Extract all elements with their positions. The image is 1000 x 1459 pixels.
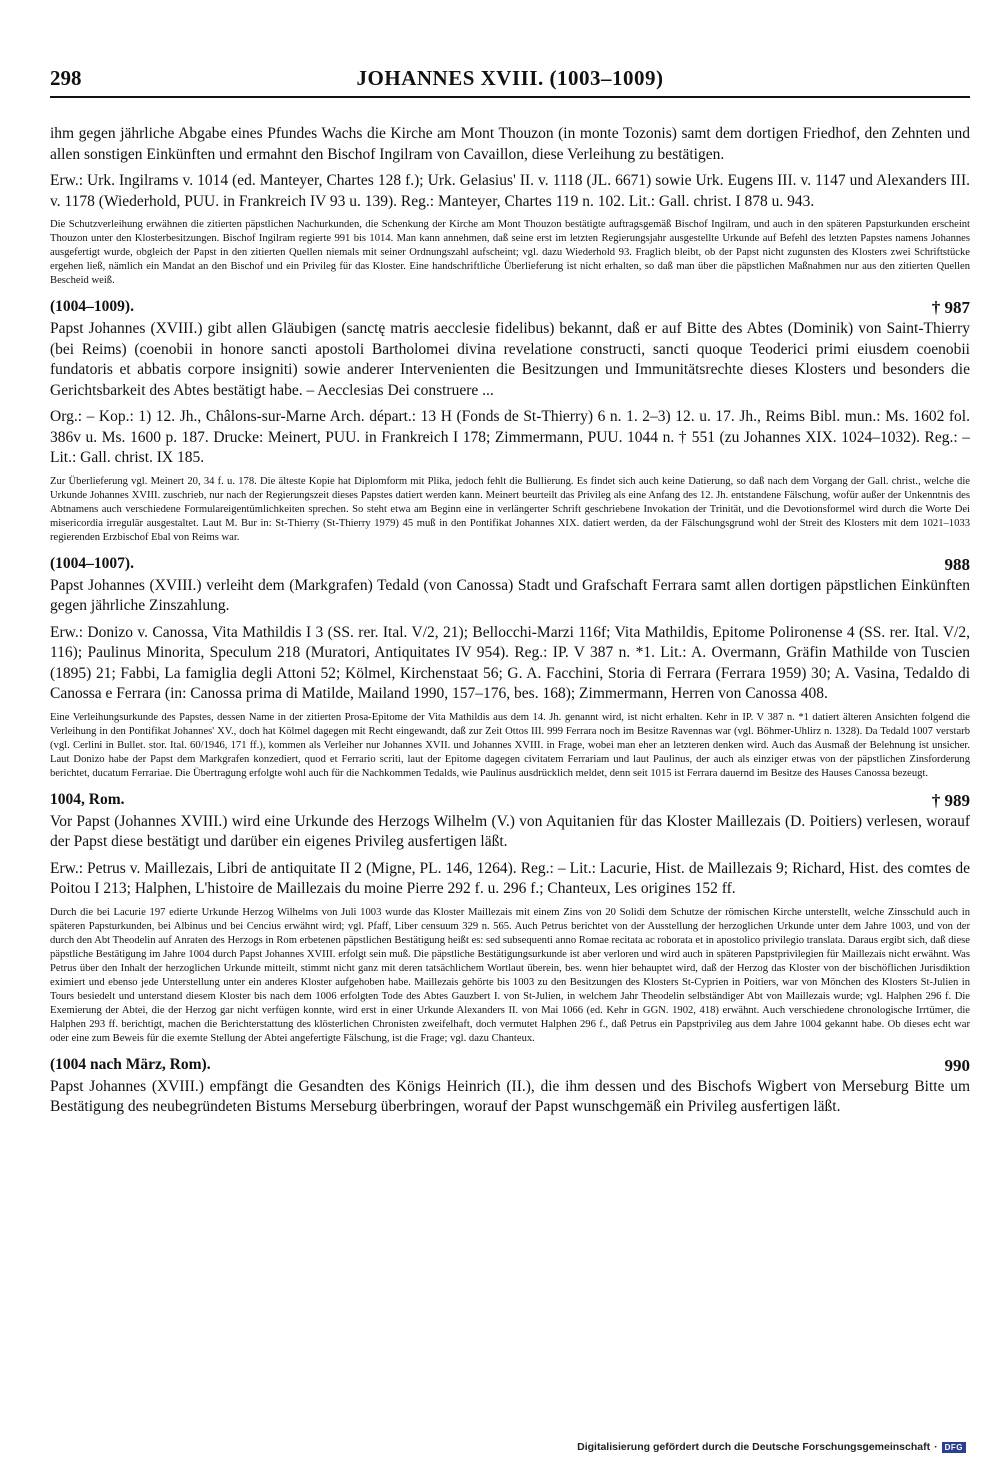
entry-sources: Erw.: Petrus v. Maillezais, Libri de antiquitate II 2 (Migne, PL. 146, 1264). Reg.: – Lit.: Lacurie, Hist. de Maillezais 9; Richard, Hist. des comtes de Poitou I 213; Halphen, L'histoire de Maillezais du moine Pierre 292 f. u. 296 f.; Chanteux, Les origines 152 ff.: [50, 859, 970, 897]
page-content: [50, 124, 970, 1124]
entry-text: Papst Johannes (XVIII.) empfängt die Gesandten des Königs Heinrich (II.), die ihm dessen und des Bischofs Wigbert von Merseburg Bitte um Bestätigung des neubegründeten Bistums Merseburg überbringen, worauf der Papst wunschgemäß ein Privileg ausfertigen läßt.: [50, 1077, 970, 1115]
entry-heading: [50, 1056, 970, 1077]
entry-date: (1004–1009).: [50, 298, 134, 315]
page-number: 298: [50, 66, 82, 90]
dfg-logo-icon: DFG: [942, 1442, 966, 1453]
entry-988: [50, 555, 970, 781]
entry-number: 988: [944, 554, 970, 574]
digitization-footer: Digitalisierung gefördert durch die Deutsche Forschungsgemeinschaft · DFG: [577, 1441, 966, 1453]
entry-heading: [50, 791, 970, 812]
intro-note: Die Schutzverleihung erwähnen die zitierten päpstlichen Nachurkunden, die Schenkung der Kirche am Mont Thouzon bestätigte auftragsgemäß Bischof Ingilram, und auch in den späteren Papsturkunden erscheint Thouzon unter den Klosterbesitzungen. Bischof Ingilram regierte 991 bis 1014. Man kann annehmen, daß seine erst im letzten Regierungsjahr ausgestellte Urkunde auf Befehl des letzten Papstes namens Johannes ausgefertigt wurde, obgleich der Papst in den zitierten Quellen niemals mit seiner Ordnungszahl aufscheint; vgl. dazu Wiederhold 93. Fraglich bleibt, ob der Papst nicht zugunsten des Klosters zwei Schriftstücke ergehen ließ, nämlich ein Mandat an den Bischof und ein Privileg für das Kloster. Eine handschriftliche Überlieferung ist nicht erhalten, so daß man über die päpstlichen Maßnahmen nur aus den zitierten Quellen Bescheid weiß.: [50, 219, 970, 286]
entry-990: [50, 1056, 970, 1118]
intro-text: ihm gegen jährliche Abgabe eines Pfundes Wachs die Kirche am Mont Thouzon (in monte Tozonis) samt dem dortigen Friedhof, den Zehnten und allen sonstigen Einkünften und ermahnt den Bischof Ingilram von Cavaillon, diese Verleihung zu bestätigen.: [50, 125, 970, 163]
entry-987: [50, 298, 970, 545]
intro-sources: Erw.: Urk. Ingilrams v. 1014 (ed. Manteyer, Chartes 128 f.); Urk. Gelasius' II. v. 1118 (JL. 6671) sowie Urk. Eugens III. v. 1147 und Alexanders III. v. 1178 (Wiederhold, PUU. in Frankreich IV 93 u. 139). Reg.: Manteyer, Chartes 119 n. 102. Lit.: Gall. christ. I 878 u. 943.: [50, 172, 970, 210]
entry-note: Zur Überlieferung vgl. Meinert 20, 34 f. u. 178. Die älteste Kopie hat Diplomform mit Plika, jedoch fehlt die Bullierung. Es findet sich auch keine Datierung, so daß nach dem Vorgang der Gall. christ., welche die Urkunde Johannes XVIII. zuschrieb, nur nach der Regierungszeit dieses Papstes datiert werden kann. Meinert beurteilt das Privileg als eine Anfang des 12. Jh. entstandene Fälschung, wofür außer der Unkenntnis des Abtnamens auch verschiedene Formulareigentümlichkeiten sprechen. So steht etwa am Beginn eine in verlängerter Schrift geschriebene Invokation der Trinität, und die Devotionsformel wird durch die Worte Dei misericordia irregulär ausgestaltet. Laut M. Bur in: St-Thierry (St-Thierry 1979) 45 muß in den Pontifikat Johannes XIX. datiert werden, da der Fälschungsgrund wohl der Streit des Klosters mit dem 1021–1033 regierenden Erzbischof Ebal von Reims war.: [50, 475, 970, 543]
entry-date: (1004 nach März, Rom).: [50, 1055, 211, 1073]
entry-heading: [50, 298, 970, 319]
entry-note: Durch die bei Lacurie 197 edierte Urkunde Herzog Wilhelms von Juli 1003 wurde das Kloster Maillezais mit einem Zins von 20 Solidi dem Schutze der römischen Kirche unterstellt, welche Zinsschuld auch in späteren Papsturkunden, bei Albinus und bei Cencius erwähnt wird; vgl. Pfaff, Liber censuum 329 n. 565. Auch Petrus berichtet von der Ausstellung der herzoglichen Urkunde unter dem Jahre 1003, und von der durch den Abt Theodelin auf Anraten des Herzogs in Rom erbetenen päpstlichen Bestätigung heißt es: sed subsequenti anno Romae recitata ac roborata et in apostolico privilegio translata. Daraus ergibt sich, daß diese päpstliche Bestätigung im Jahre 1004 durch Papst Johannes XVIII. erfolgt sein muß. Die päpstliche Bestätigungsurkunde ist aber verloren und wird auch in späteren Papstprivilegien für Maillezais nicht erwähnt. Was Petrus über den Inhalt der herzoglichen Urkunde mitteilt, stimmt nicht ganz mit deren tatsächlichem Wortlaut überein, bes. wenn hier behauptet wird, daß der Herzog das Kloster von der bischöflichen Jurisdiktion eximiert und ebenso jede Unterstellung unter ein anderes Kloster aufgehoben habe. Maillezais gehörte bis 1003 zu den Besitzungen des Klosters St-Cyprien in Poitiers, war von Mönchen des Klosters St-Julien in Tours besiedelt und unterstand diesem Kloster bis nach dem 1006 erfolgten Tode des Abtes Gauzbert I. von St-Julien, in welchem Jahr Theodelin selbständiger Abt von Maillezais wurde; vgl. Halphen 296 f. Die Exemierung der Abtei, die der Herzog gar nicht verfügen konnte, wird erst in einer Urkunde Alexanders II. von Mai 1066 (ed. Kehr in GGN. 1902, 418) erwähnt. Auch verschiedene chronologische Irrtümer, die Halphen 293 ff. berichtigt, machen die Berichterstattung des klösterlichen Chronisten zweifelhaft, doch vermutet Halphen 296 f., daß Petrus ein Papstprivileg aus dem Jahre 1004 gekannt habe. Ob dieses echt war oder eine zum Beweis für die exemte Stellung der Abtei angefertigte Fälschung, ist die Frage; vgl. dazu Chanteux.: [50, 906, 970, 1044]
entry-text: Papst Johannes (XVIII.) verleiht dem (Markgrafen) Tedald (von Canossa) Stadt und Grafschaft Ferrara samt allen dortigen päpstlichen Einkünften gegen jährliche Zinszahlung.: [50, 576, 970, 614]
entry-989: [50, 791, 970, 1046]
entry-heading: [50, 555, 970, 576]
entry-sources: Erw.: Donizo v. Canossa, Vita Mathildis I 3 (SS. rer. Ital. V/2, 21); Bellocchi-Marzi 116f; Vita Mathildis, Epitome Polironense 4 (SS. rer. Ital. V/2, 116); Paulinus Minorita, Speculum 218 (Muratori, Antiquitates IV 954). Reg.: IP. V 387 n. *1. Lit.: A. Overmann, Gräfin Mathilde von Tuscien (1895) 21; Fabbi, La famiglia degli Attoni 52; Kölmel, Kirchenstaat 56; G. A. Facchini, Storia di Ferrara (Ferrara 1959) 30; A. Vasina, Tedaldo di Canossa e Ferrara (in: Canossa prima di Matilde, Mailand 1990, 157–176, bes. 168); Zimmermann, Herren von Canossa 408.: [50, 623, 970, 702]
entry-date: 1004, Rom.: [50, 790, 125, 808]
entry-number: † 987: [931, 298, 970, 317]
page-header: [50, 62, 970, 98]
running-title: JOHANNES XVIII. (1003–1009): [356, 66, 664, 90]
entry-note: Eine Verleihungsurkunde des Papstes, dessen Name in der zitierten Prosa-Epitome der Vita Mathildis aus dem 14. Jh. genannt wird, ist nicht erhalten. Kehr in IP. V 387 n. *1 datiert älteren Ansichten folgend die Verleihung in den Pontifikat Johannes' XV., doch hat Kölmel dagegen mit Recht eingewandt, daß zur Zeit Ottos III. 999 Ferrara noch im Besitze Ravennas war (vgl. Böhmer-Uhlirz n. 1328). Da Tedald 1007 verstarb (vgl. Cerlini in Bullet. stor. Ital. 60/1946, 171 ff.), kommen als Verleiher nur Johannes XVII. und Johannes XVIII. in Frage, wobei man eher an letzteren denken wird. Auch das Ausmaß der Belehnung ist unsicher. Laut Donizo habe der Papst dem Markgrafen konzediert, quod et Ferrario scriti, laut der Epitome dagegen civitatem Ferrariam und laut Paulinus, der auch als einziger etwas von der päpstlichen Zinsforderung berichtet, ducatum Ferrariae. Die Übertragung erfolgte wohl auch für die Nachkommen Tedalds, wie Paulinus ausdrücklich meldet, denn seit 1015 ist Ferrara dauernd im Besitze des Hauses Canossa bezeugt.: [50, 711, 970, 779]
entry-sources: Org.: – Kop.: 1) 12. Jh., Châlons-sur-Marne Arch. départ.: 13 H (Fonds de St-Thierry) 6 n. 1. 2–3) 12. u. 17. Jh., Reims Bibl. mun.: Ms. 1602 fol. 386v u. Ms. 1600 p. 187. Drucke: Meinert, PUU. in Frankreich I 178; Zimmermann, PUU. 1044 n. † 551 (zu Johannes XIX. 1024–1032). Reg.: – Lit.: Gall. christ. IX 185.: [50, 408, 970, 466]
entry-text: Papst Johannes (XVIII.) gibt allen Gläubigen (sanctę matris aecclesie fidelibus) bekannt, daß er auf Bitte des Abtes (Dominik) von Saint-Thierry (bei Reims) (coenobii in honore sancti apostoli Bartholomei divina revelatione constructi, sancti quoque Teoderici primi eiusdem coenobii fundatoris et abbatis corpore insigniti) sowie anderer Intervenienten die Besitzungen und Immunitätsrechte dieses Klosters und besonders die Gerichtsbarkeit des Abtes bestätigt habe. – Aecclesias Dei construere ...: [50, 320, 970, 399]
footer-text: Digitalisierung gefördert durch die Deutsche Forschungsgemeinschaft: [577, 1441, 931, 1453]
entry-number: † 989: [931, 790, 970, 810]
entry-text: Vor Papst (Johannes XVIII.) wird eine Urkunde des Herzogs Wilhelm (V.) von Aquitanien für das Kloster Maillezais (D. Poitiers) verlesen, worauf der Papst diese bestätigt und darüber ein eigenes Privileg ausfertigen läßt.: [50, 812, 970, 850]
entry-number: 990: [944, 1055, 970, 1075]
entry-date: (1004–1007).: [50, 554, 134, 572]
